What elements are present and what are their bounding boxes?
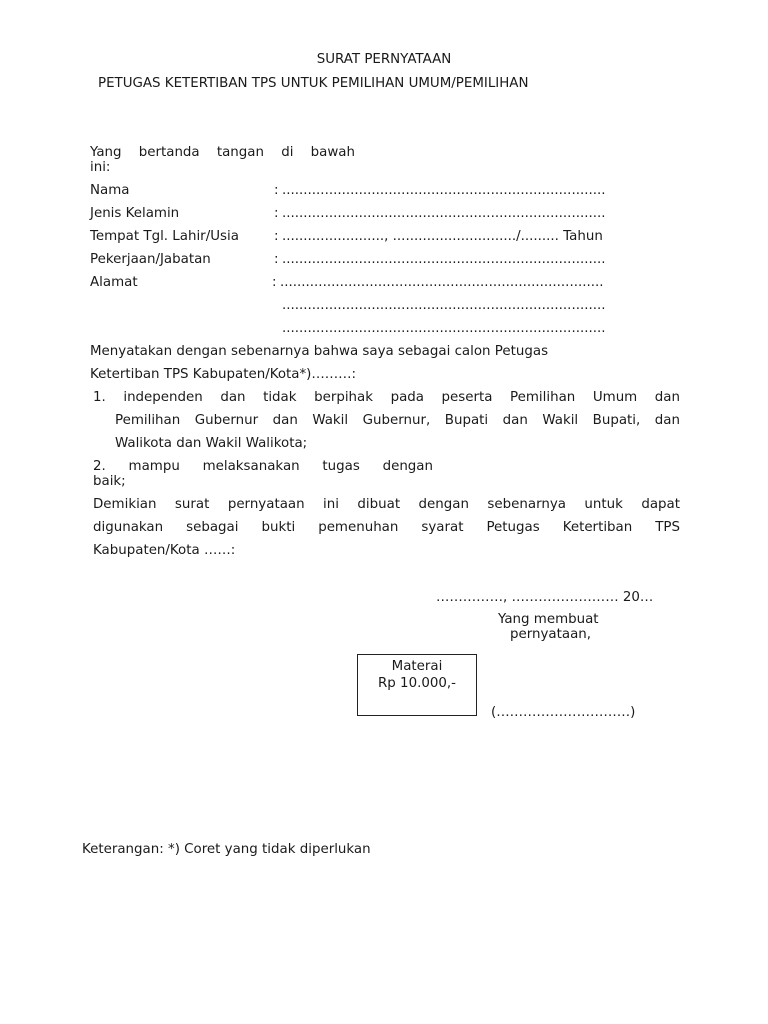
field-colon: : (274, 229, 279, 244)
closing-line-1: Demikian surat pernyataan ini dibuat dengan sebenarnya untuk dapat (93, 497, 680, 512)
field-value-ttl: ........................, ............................./......... Tahun (282, 229, 603, 244)
closing-paragraph (93, 497, 680, 512)
field-value-alamat: ............................................................................ (280, 275, 604, 290)
point-1-line-2: Pemilihan Gubernur dan Wakil Gubernur, Bupati dan Wakil Bupati, dan (115, 413, 680, 428)
statement-line-2: Ketertiban TPS Kabupaten/Kota*)………: (90, 367, 357, 382)
point-2-line-2: baik; (93, 474, 126, 489)
address-extra-line: ............................................................................ (282, 321, 606, 336)
field-value-pekerjaan: ............................................................................ (282, 252, 606, 267)
maker-label-line-1: Yang membuat (498, 612, 599, 627)
field-label-ttl: Tempat Tgl. Lahir/Usia (90, 229, 239, 244)
point-2 (93, 459, 433, 474)
field-value-nama: ............................................................................ (282, 183, 606, 198)
materai-label: Materai (391, 659, 443, 674)
field-label-nama: Nama (90, 183, 130, 198)
field-colon: : (274, 252, 279, 267)
field-label-jenis-kelamin: Jenis Kelamin (90, 206, 180, 221)
field-colon: : (274, 183, 279, 198)
point-1-line-1: 1. independen dan tidak berpihak pada peserta Pemilihan Umum dan (93, 390, 680, 405)
field-label-pekerjaan: Pekerjaan/Jabatan (90, 252, 211, 267)
intro-line-2: ini: (90, 160, 111, 175)
point-1-continuation (115, 413, 680, 428)
field-colon: : (272, 275, 277, 290)
point-2-line-1: 2. mampu melaksanakan tugas dengan (93, 459, 433, 474)
document-title: SURAT PERNYATAAN (316, 52, 452, 67)
place-date: ……………, …………………… 20… (436, 590, 654, 605)
closing-line-2: digunakan sebagai bukti pemenuhan syarat Petugas Ketertiban TPS (93, 520, 680, 535)
field-label-alamat: Alamat (90, 275, 138, 290)
statement-line-1: Menyatakan dengan sebenarnya bahwa saya sebagai calon Petugas (90, 344, 549, 359)
closing-line-3: Kabupaten/Kota ……: (93, 543, 236, 558)
footnote: Keterangan: *) Coret yang tidak diperlukan (82, 842, 371, 857)
point-1 (93, 390, 680, 405)
signature-name-placeholder: (…………………………) (491, 705, 636, 720)
materai-amount: Rp 10.000,- (377, 676, 456, 691)
closing-paragraph-2 (93, 520, 680, 535)
document-subtitle: PETUGAS KETERTIBAN TPS UNTUK PEMILIHAN UMUM/PEMILIHAN (98, 76, 529, 91)
field-value-jenis-kelamin: ............................................................................ (282, 206, 606, 221)
maker-label-line-2: pernyataan, (510, 627, 592, 642)
intro-line-1: Yang bertanda tangan di bawah (90, 145, 355, 160)
field-colon: : (274, 206, 279, 221)
address-extra-line: ............................................................................ (282, 298, 606, 313)
materai-stamp-box (357, 654, 477, 716)
intro-text (90, 145, 355, 160)
point-1-line-3: Walikota dan Wakil Walikota; (115, 436, 308, 451)
